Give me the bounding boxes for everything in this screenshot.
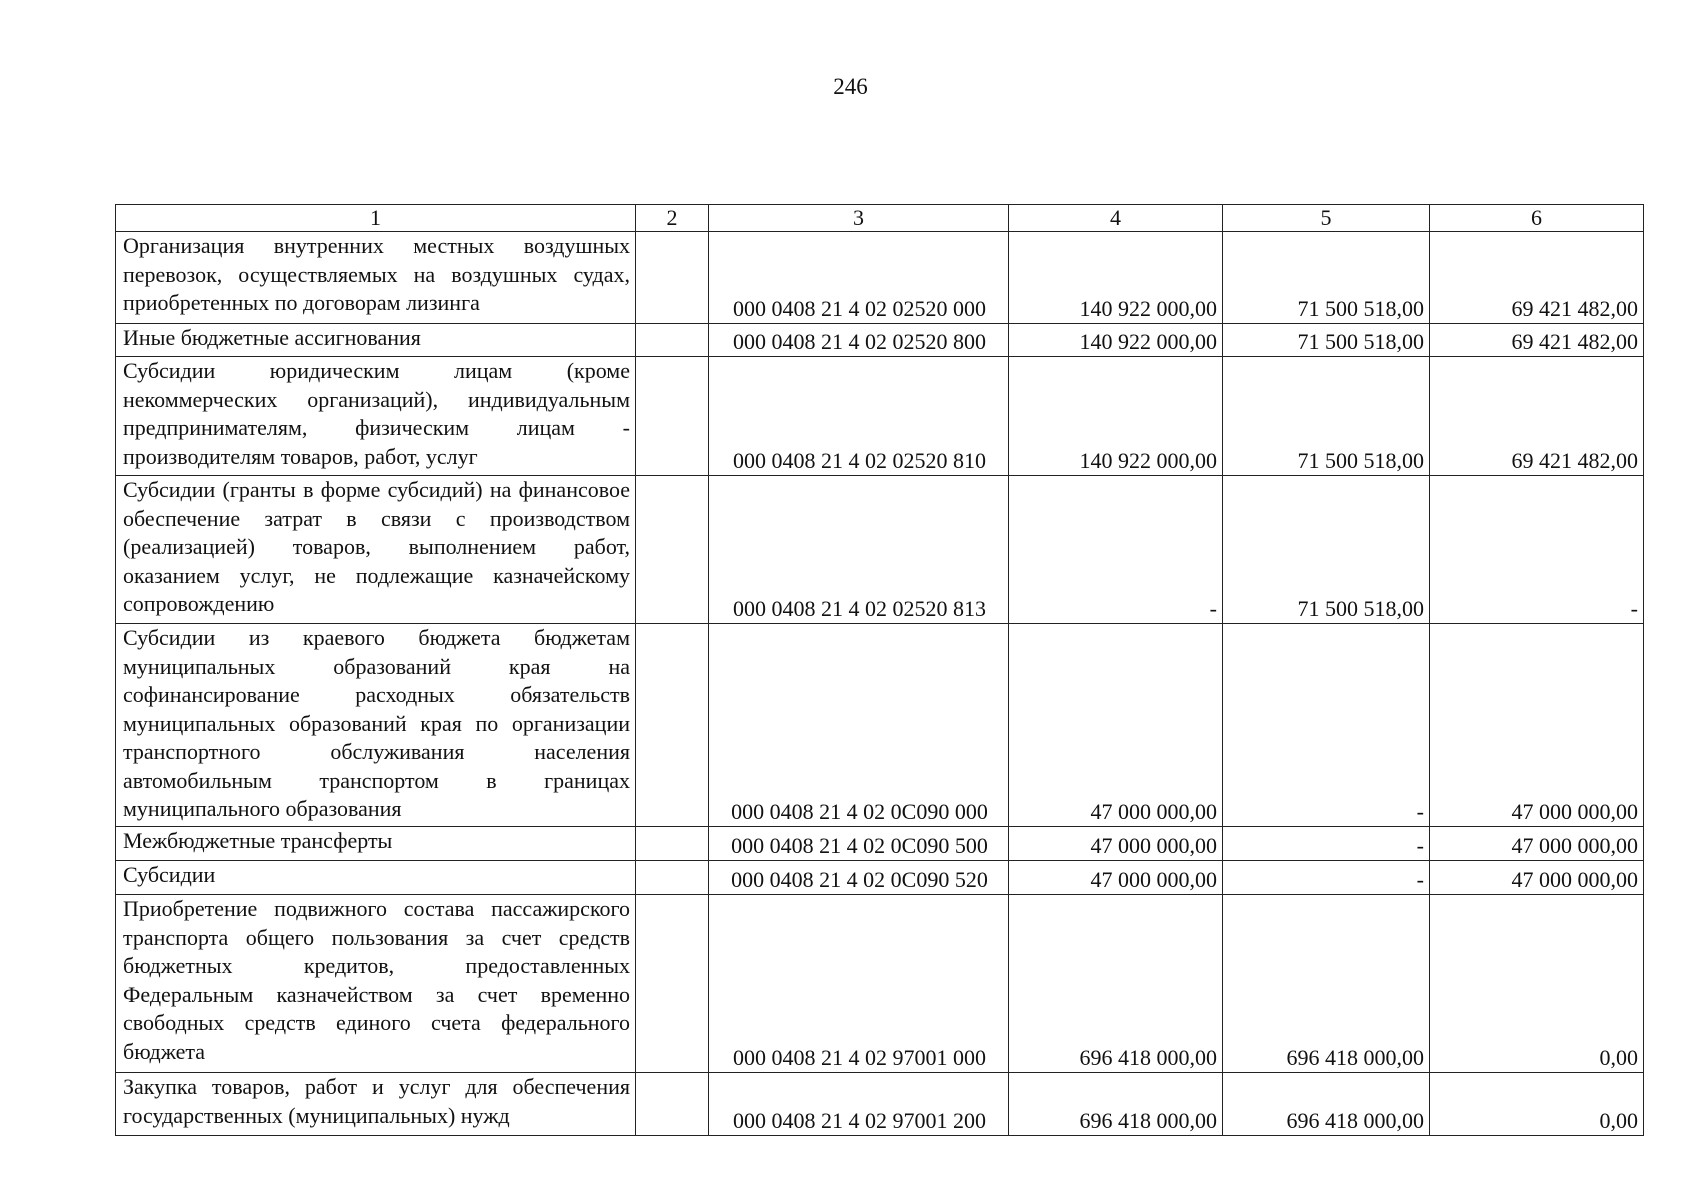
row-value-col6: 69 421 482,00	[1430, 232, 1644, 324]
row-value-col6: 69 421 482,00	[1430, 357, 1644, 476]
row-value-col6: 47 000 000,00	[1430, 624, 1644, 827]
column-header: 4	[1009, 205, 1223, 232]
row-code: 000 0408 21 4 02 0С090 000	[709, 624, 1009, 827]
row-value-col4: 696 418 000,00	[1009, 895, 1223, 1073]
row-col2	[636, 827, 709, 861]
header-row	[116, 205, 1644, 232]
row-code: 000 0408 21 4 02 0С090 500	[709, 827, 1009, 861]
table-row	[116, 861, 1644, 895]
table-row	[116, 827, 1644, 861]
row-col2	[636, 624, 709, 827]
row-name: Иные бюджетные ассигнования	[116, 324, 636, 357]
row-value-col4: 140 922 000,00	[1009, 324, 1223, 357]
row-col2	[636, 357, 709, 476]
row-code: 000 0408 21 4 02 02520 810	[709, 357, 1009, 476]
row-value-col6: 47 000 000,00	[1430, 861, 1644, 895]
row-code: 000 0408 21 4 02 02520 000	[709, 232, 1009, 324]
row-name: Приобретение подвижного состава пассажирского транспорта общего пользования за счет средств бюджетных кредитов, предоставленных Федеральным казначейством за счет временно свободных средств единого счета федерального бюджета	[116, 895, 636, 1073]
column-header: 1	[116, 205, 636, 232]
row-name: Субсидии (гранты в форме субсидий) на финансовое обеспечение затрат в связи с производством (реализацией) товаров, выполнением работ, оказанием услуг, не подлежащие казначейскому сопровождению	[116, 476, 636, 624]
budget-table	[115, 204, 1644, 1136]
row-value-col6: -	[1430, 476, 1644, 624]
table-row	[116, 232, 1644, 324]
row-value-col4: -	[1009, 476, 1223, 624]
table-row	[116, 624, 1644, 827]
row-value-col6: 0,00	[1430, 1073, 1644, 1136]
column-header: 5	[1223, 205, 1430, 232]
row-value-col5: 696 418 000,00	[1223, 895, 1430, 1073]
table-row	[116, 324, 1644, 357]
row-value-col4: 47 000 000,00	[1009, 861, 1223, 895]
table-row	[116, 357, 1644, 476]
row-code: 000 0408 21 4 02 02520 813	[709, 476, 1009, 624]
row-code: 000 0408 21 4 02 02520 800	[709, 324, 1009, 357]
row-value-col4: 47 000 000,00	[1009, 827, 1223, 861]
row-value-col5: 71 500 518,00	[1223, 324, 1430, 357]
column-header: 3	[709, 205, 1009, 232]
row-value-col5: -	[1223, 827, 1430, 861]
row-name: Субсидии юридическим лицам (кроме некоммерческих организаций), индивидуальным предпринимателям, физическим лицам - производителям товаров, работ, услуг	[116, 357, 636, 476]
row-code: 000 0408 21 4 02 97001 200	[709, 1073, 1009, 1136]
row-col2	[636, 861, 709, 895]
row-value-col4: 696 418 000,00	[1009, 1073, 1223, 1136]
row-col2	[636, 324, 709, 357]
row-name: Межбюджетные трансферты	[116, 827, 636, 861]
row-col2	[636, 895, 709, 1073]
row-value-col4: 47 000 000,00	[1009, 624, 1223, 827]
row-value-col5: -	[1223, 624, 1430, 827]
table-row	[116, 476, 1644, 624]
row-value-col6: 69 421 482,00	[1430, 324, 1644, 357]
row-name: Субсидии	[116, 861, 636, 895]
row-name: Закупка товаров, работ и услуг для обеспечения государственных (муниципальных) нужд	[116, 1073, 636, 1136]
column-header: 6	[1430, 205, 1644, 232]
row-value-col5: 696 418 000,00	[1223, 1073, 1430, 1136]
row-col2	[636, 1073, 709, 1136]
row-value-col5: 71 500 518,00	[1223, 357, 1430, 476]
row-value-col6: 0,00	[1430, 895, 1644, 1073]
row-col2	[636, 232, 709, 324]
row-value-col5: 71 500 518,00	[1223, 476, 1430, 624]
page-number: 246	[833, 74, 868, 99]
row-col2	[636, 476, 709, 624]
row-code: 000 0408 21 4 02 97001 000	[709, 895, 1009, 1073]
row-name: Организация внутренних местных воздушных перевозок, осуществляемых на воздушных судах, приобретенных по договорам лизинга	[116, 232, 636, 324]
row-code: 000 0408 21 4 02 0С090 520	[709, 861, 1009, 895]
row-value-col5: -	[1223, 861, 1430, 895]
row-value-col6: 47 000 000,00	[1430, 827, 1644, 861]
row-value-col4: 140 922 000,00	[1009, 357, 1223, 476]
table-row	[116, 1073, 1644, 1136]
row-value-col5: 71 500 518,00	[1223, 232, 1430, 324]
column-header: 2	[636, 205, 709, 232]
table-row	[116, 895, 1644, 1073]
row-value-col4: 140 922 000,00	[1009, 232, 1223, 324]
row-name: Субсидии из краевого бюджета бюджетам муниципальных образований края на софинансирование расходных обязательств муниципальных образований края по организации транспортного обслуживания населения автомобильным транспортом в границах муниципального образования	[116, 624, 636, 827]
